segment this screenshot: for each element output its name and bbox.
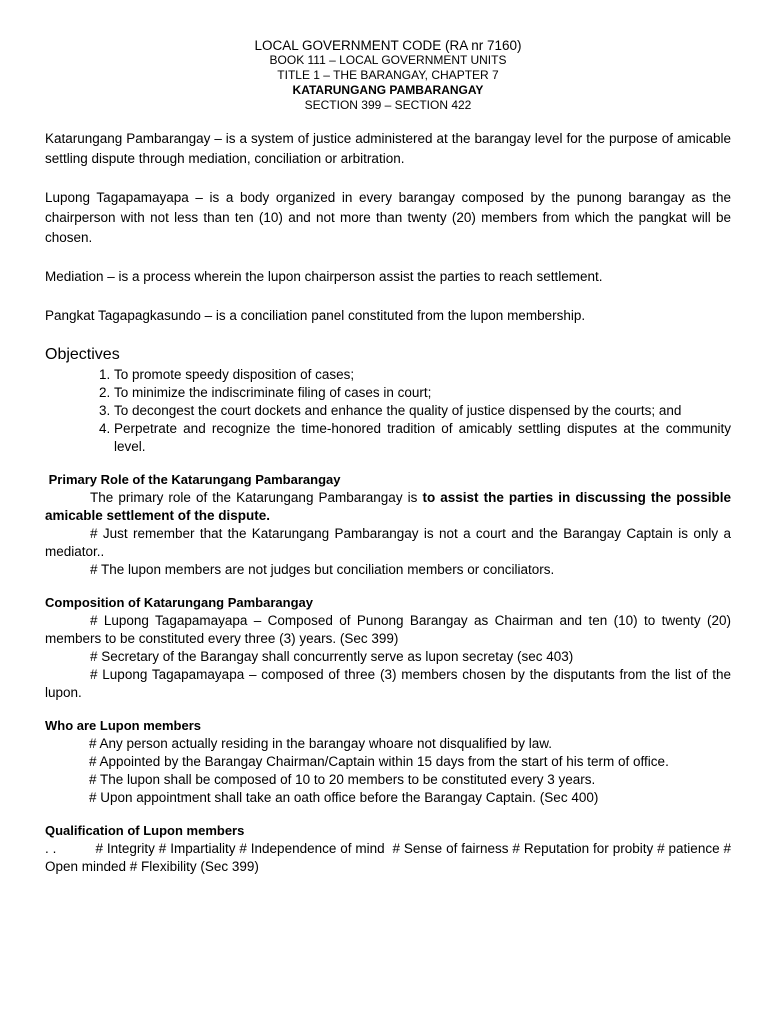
primary-role-title: Primary Role of the Katarungang Pambarangay xyxy=(45,472,341,487)
primary-role-text: The primary role of the Katarungang Pambarangay is xyxy=(90,490,423,505)
primary-role-note-2: # The lupon members are not judges but conciliation members or conciliators. xyxy=(90,562,555,577)
header-line-1: LOCAL GOVERNMENT CODE (RA nr 7160) xyxy=(254,38,522,53)
lupon-members-title: Who are Lupon members xyxy=(45,718,202,733)
primary-role-paragraph xyxy=(45,489,731,525)
lupon-member-item: # The lupon shall be composed of 10 to 20 members to be constituted every 3 years. xyxy=(89,772,596,787)
qualification-title: Qualification of Lupon members xyxy=(45,823,245,838)
lupon-member-item: # Upon appointment shall take an oath office before the Barangay Captain. (Sec 400) xyxy=(89,790,599,805)
list-item: 3. To decongest the court dockets and enhance the quality of justice dispensed by the courts; and xyxy=(114,402,731,420)
composition-title: Composition of Katarungang Pambarangay xyxy=(45,595,313,610)
list-item: 2. To minimize the indiscriminate filing of cases in court; xyxy=(114,384,731,402)
definition-lupong: Lupong Tagapamayapa – is a body organized in every barangay composed by the punong barangay as the chairperson with not less than ten (10) and not more than twenty (20) members from which the pangkat will be chosen. xyxy=(45,190,731,245)
lupon-member-item: # Appointed by the Barangay Chairman/Captain within 15 days from the start of his term of office. xyxy=(89,754,669,769)
header-line-3: TITLE 1 – THE BARANGAY, CHAPTER 7 xyxy=(277,68,499,82)
composition-item: # Lupong Tagapamayapa – composed of three (3) members chosen by the disputants from the list of the lupon. xyxy=(45,667,731,700)
primary-role-bold: to assist the parties in discussing the possible amicable settlement of the dispute. xyxy=(45,490,731,523)
objectives-list xyxy=(45,366,731,456)
definitions xyxy=(45,129,731,326)
header-line-4: KATARUNGANG PAMBARANGAY xyxy=(292,83,484,97)
list-item: 1. To promote speedy disposition of cases; xyxy=(114,366,731,384)
definition-mediation: Mediation – is a process wherein the lupon chairperson assist the parties to reach settlement. xyxy=(45,269,603,284)
composition-item: # Secretary of the Barangay shall concurrently serve as lupon secretay (sec 403) xyxy=(90,649,574,664)
objectives-title: Objectives xyxy=(45,346,120,363)
qualification-text: . . # Integrity # Impartiality # Independence of mind # Sense of fairness # Reputation for probity # patience # Open minded # Flexibility (Sec 399) xyxy=(45,841,735,874)
list-item: 4. Perpetrate and recognize the time-honored tradition of amicably settling disputes at the community level. xyxy=(114,420,731,456)
definition-katarungang: Katarungang Pambarangay – is a system of justice administered at the barangay level for the purpose of amicable settling dispute through mediation, conciliation or arbitration. xyxy=(45,131,731,166)
definition-pangkat: Pangkat Tagapagkasundo – is a conciliation panel constituted from the lupon membership. xyxy=(45,308,586,323)
lupon-member-item: # Any person actually residing in the barangay whoare not disqualified by law. xyxy=(89,736,553,751)
composition-item: # Lupong Tagapamayapa – Composed of Punong Barangay as Chairman and ten (10) to twenty (20) members to be constituted every three (3) years. (Sec 399) xyxy=(45,613,731,646)
header-line-2: BOOK 111 – LOCAL GOVERNMENT UNITS xyxy=(269,53,507,67)
primary-role-note-1: # Just remember that the Katarungang Pambarangay is not a court and the Barangay Captain is only a mediator.. xyxy=(45,526,731,559)
header-line-5: SECTION 399 – SECTION 422 xyxy=(304,98,472,112)
document-body xyxy=(45,38,735,876)
document-header xyxy=(45,38,731,113)
